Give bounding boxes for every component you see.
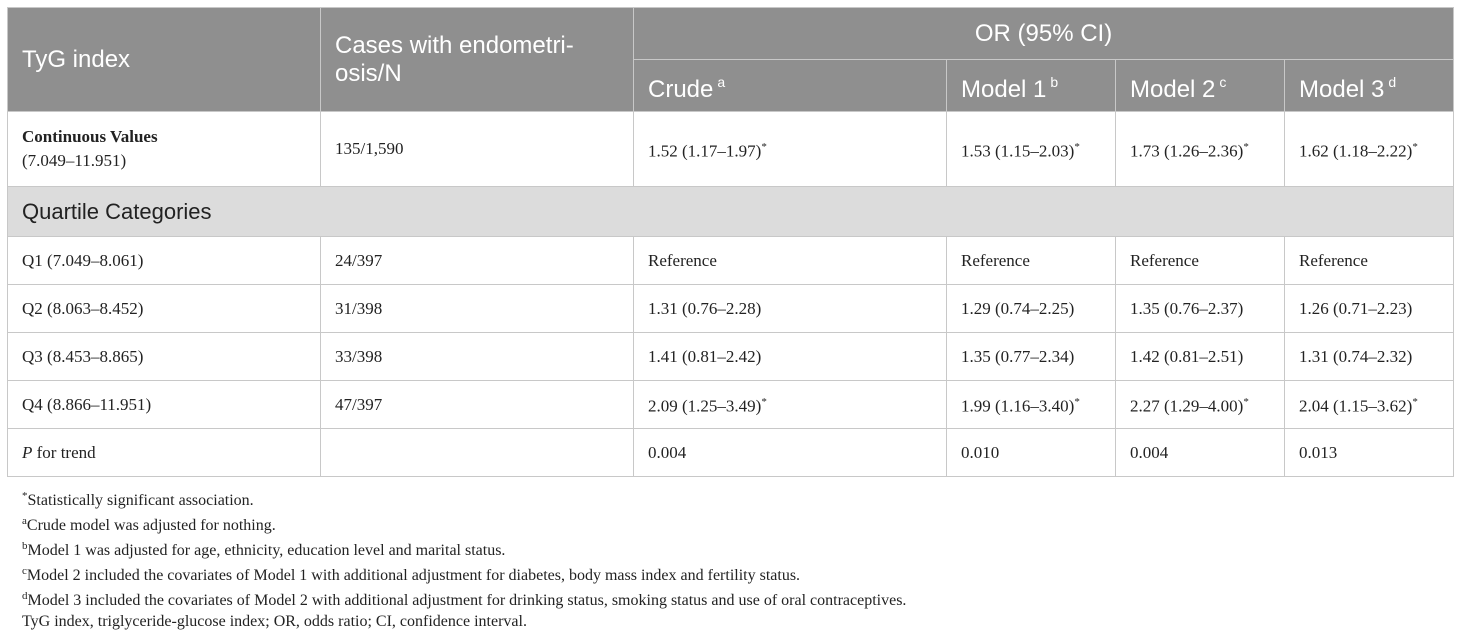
footnote <box>22 509 906 534</box>
quartile-model-3: 1.31 (0.74–2.32) <box>1285 333 1454 381</box>
quartile-label: Q3 (8.453–8.865) <box>8 333 321 381</box>
quartile-label: Q2 (8.063–8.452) <box>8 285 321 333</box>
header-model-1 <box>947 60 1116 112</box>
cell-continuous-label <box>8 112 321 187</box>
quartile-model-1 <box>947 381 1116 429</box>
p-trend-crude: 0.004 <box>634 429 947 477</box>
or-value: 1.62 (1.18–2.22) <box>1299 141 1413 161</box>
p-trend-model-1: 0.010 <box>947 429 1116 477</box>
quartile-label: Q1 (7.049–8.061) <box>8 237 321 285</box>
cell-continuous-model-2 <box>1116 112 1285 187</box>
significance-star: * <box>761 396 767 409</box>
quartile-model-1: 1.35 (0.77–2.34) <box>947 333 1116 381</box>
or-value: 2.27 (1.29–4.00) <box>1130 396 1244 416</box>
table-row <box>8 237 1454 285</box>
header-cases: Cases with endometri-osis/N <box>321 8 634 112</box>
significance-star: * <box>1243 140 1249 153</box>
footnote <box>22 584 906 609</box>
quartile-crude <box>634 381 947 429</box>
or-value: 1.53 (1.15–2.03) <box>961 141 1075 161</box>
p-symbol: P <box>22 442 33 462</box>
footnote <box>22 559 906 584</box>
footnote-marker: d <box>22 590 28 602</box>
cell-continuous-crude <box>634 112 947 187</box>
quartile-model-1: 1.29 (0.74–2.25) <box>947 285 1116 333</box>
results-table-container <box>7 7 1453 477</box>
p-trend-model-3: 0.013 <box>1285 429 1454 477</box>
header-model-sup: b <box>1050 73 1059 90</box>
row-continuous <box>8 112 1454 187</box>
significance-star: * <box>761 140 767 153</box>
row-p-trend <box>8 429 1454 477</box>
footnote-text: TyG index, triglyceride-glucose index; OR, odds ratio; CI, confidence interval. <box>22 613 527 630</box>
significance-star: * <box>1074 140 1080 153</box>
header-model-3 <box>1285 60 1454 112</box>
header-model-label: Model 1 <box>961 75 1047 103</box>
header-model-sup: d <box>1388 73 1397 90</box>
header-crude <box>634 60 947 112</box>
cell-continuous-cases: 135/1,590 <box>321 112 634 187</box>
quartile-model-3 <box>1285 381 1454 429</box>
footnote <box>22 484 906 509</box>
header-model-sup: a <box>717 73 726 90</box>
quartile-model-2 <box>1116 381 1285 429</box>
quartile-model-3: 1.26 (0.71–2.23) <box>1285 285 1454 333</box>
quartile-label: Q4 (8.866–11.951) <box>8 381 321 429</box>
table-row <box>8 285 1454 333</box>
continuous-range: (7.049–11.951) <box>22 151 127 170</box>
significance-star: * <box>1412 396 1418 409</box>
p-trend-text: for trend <box>32 442 96 462</box>
quartile-cases: 47/397 <box>321 381 634 429</box>
header-model-label: Model 2 <box>1130 75 1216 103</box>
or-results-table <box>7 7 1454 477</box>
section-quartile-categories: Quartile Categories <box>8 187 1454 237</box>
or-value: 2.09 (1.25–3.49) <box>648 396 762 416</box>
table-footnotes <box>22 484 906 634</box>
table-row <box>8 381 1454 429</box>
header-model-2 <box>1116 60 1285 112</box>
footnote-text: Model 3 included the covariates of Model 2 with additional adjustment for drinking status, smoking status and use of oral contraceptives. <box>27 592 907 609</box>
p-trend-label <box>8 429 321 477</box>
quartile-cases: 24/397 <box>321 237 634 285</box>
quartile-model-1: Reference <box>947 237 1116 285</box>
footnote-marker: a <box>22 515 27 527</box>
footnote-marker: * <box>22 490 28 502</box>
header-tyg-index: TyG index <box>8 8 321 112</box>
or-value: 1.52 (1.17–1.97) <box>648 141 762 161</box>
quartile-model-2: 1.42 (0.81–2.51) <box>1116 333 1285 381</box>
or-value: 2.04 (1.15–3.62) <box>1299 396 1413 416</box>
cell-continuous-model-3 <box>1285 112 1454 187</box>
or-value: 1.99 (1.16–3.40) <box>961 396 1075 416</box>
significance-star: * <box>1412 140 1418 153</box>
footnote <box>22 534 906 559</box>
quartile-crude: 1.31 (0.76–2.28) <box>634 285 947 333</box>
continuous-label: Continuous Values <box>22 127 158 146</box>
footnote-marker: b <box>22 540 28 552</box>
quartile-cases: 33/398 <box>321 333 634 381</box>
p-trend-empty <box>321 429 634 477</box>
header-model-sup: c <box>1219 73 1227 90</box>
quartile-model-2: 1.35 (0.76–2.37) <box>1116 285 1285 333</box>
cell-continuous-model-1 <box>947 112 1116 187</box>
header-model-label: Model 3 <box>1299 75 1385 103</box>
significance-star: * <box>1243 396 1249 409</box>
footnote-text: Model 1 was adjusted for age, ethnicity, education level and marital status. <box>27 542 506 559</box>
header-or-ci: OR (95% CI) <box>634 8 1454 60</box>
footnote-marker: c <box>22 565 27 577</box>
header-model-label: Crude <box>648 75 714 103</box>
footnote-text: Statistically significant association. <box>27 492 254 509</box>
table-row <box>8 333 1454 381</box>
p-trend-model-2: 0.004 <box>1116 429 1285 477</box>
quartile-model-2: Reference <box>1116 237 1285 285</box>
or-value: 1.73 (1.26–2.36) <box>1130 141 1244 161</box>
footnote-text: Crude model was adjusted for nothing. <box>26 517 276 534</box>
significance-star: * <box>1074 396 1080 409</box>
footnote <box>22 609 906 634</box>
quartile-model-3: Reference <box>1285 237 1454 285</box>
row-section-quartiles <box>8 187 1454 237</box>
quartile-crude: Reference <box>634 237 947 285</box>
quartile-cases: 31/398 <box>321 285 634 333</box>
footnote-text: Model 2 included the covariates of Model 1 with additional adjustment for diabetes, body mass index and fertility status. <box>26 567 801 584</box>
quartile-crude: 1.41 (0.81–2.42) <box>634 333 947 381</box>
